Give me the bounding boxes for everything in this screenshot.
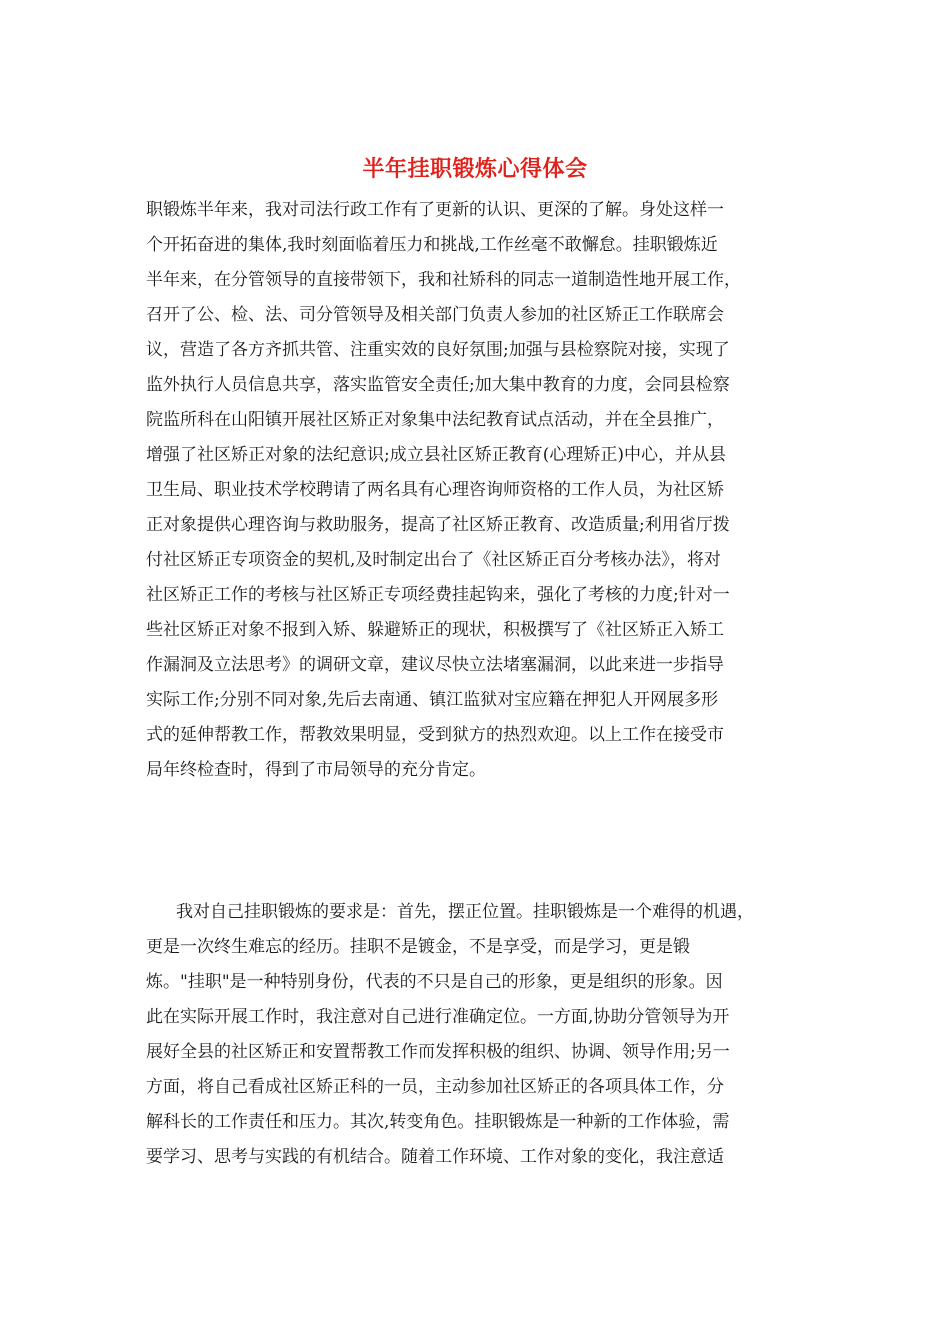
text-line: 增强了社区矫正对象的法纪意识;成立县社区矫正教育(心理矫正)中心，并从县: [146, 445, 726, 465]
text-line: 监外执行人员信息共享，落实监管安全责任;加大集中教育的力度，会同县检察: [146, 375, 730, 395]
document-title: 半年挂职锻炼心得体会: [362, 156, 588, 182]
text-line: 实际工作;分别不同对象,先后去南通、镇江监狱对宝应籍在押犯人开网展多形: [146, 690, 719, 710]
text-line: 展好全县的社区矫正和安置帮教工作而发挥积极的组织、协调、领导作用;另一: [146, 1042, 730, 1062]
text-line: 半年来，在分管领导的直接带领下，我和社矫科的同志一道制造性地开展工作，: [146, 270, 741, 290]
text-line: 个开拓奋进的集体,我时刻面临着压力和挑战,工作丝毫不敢懈怠。挂职锻炼近: [146, 235, 718, 255]
text-line: 方面，将自己看成社区矫正科的一员，主动参加社区矫正的各项具体工作，分: [146, 1077, 724, 1097]
text-line: 我对自己挂职锻炼的要求是：首先，摆正位置。挂职锻炼是一个难得的机遇，: [176, 902, 754, 922]
text-line: 召开了公、检、法、司分管领导及相关部门负责人参加的社区矫正工作联席会: [146, 305, 724, 325]
text-line: 正对象提供心理咨询与救助服务，提高了社区矫正教育、改造质量;利用省厅拨: [146, 515, 730, 535]
paragraph-1: [146, 193, 816, 788]
text-line: 卫生局、职业技术学校聘请了两名具有心理咨询师资格的工作人员，为社区矫: [146, 480, 724, 500]
text-line: 此在实际开展工作时，我注意对自己进行准确定位。一方面,协助分管领导为开: [146, 1007, 730, 1027]
text-line: 解科长的工作责任和压力。其次,转变角色。挂职锻炼是一种新的工作体验，需: [146, 1112, 730, 1132]
text-line: 要学习、思考与实践的有机结合。随着工作环境、工作对象的变化，我注意适: [146, 1147, 724, 1167]
text-line: 些社区矫正对象不报到入矫、躲避矫正的现状，积极撰写了《社区矫正入矫工: [146, 620, 724, 640]
text-line: 议，营造了各方齐抓共管、注重实效的良好氛围;加强与县检察院对接，实现了: [146, 340, 730, 360]
text-line: 职锻炼半年来，我对司法行政工作有了更新的认识、更深的了解。身处这样一: [146, 200, 724, 220]
paragraph-2: [146, 895, 816, 1175]
text-line: 社区矫正工作的考核与社区矫正专项经费挂起钩来，强化了考核的力度;针对一: [146, 585, 730, 605]
text-line: 付社区矫正专项资金的契机,及时制定出台了《社区矫正百分考核办法》，将对: [146, 550, 721, 570]
text-line: 局年终检查时，得到了市局领导的充分肯定。: [146, 760, 486, 780]
text-line: 炼。"挂职"是一种特别身份，代表的不只是自己的形象，更是组织的形象。因: [146, 972, 723, 992]
text-line: 式的延伸帮教工作，帮教效果明显，受到狱方的热烈欢迎。以上工作在接受市: [146, 725, 724, 745]
text-line: 作漏洞及立法思考》的调研文章，建议尽快立法堵塞漏洞，以此来进一步指导: [146, 655, 724, 675]
text-line: 更是一次终生难忘的经历。挂职不是镀金，不是享受，而是学习，更是锻: [146, 937, 690, 957]
text-line: 院监所科在山阳镇开展社区矫正对象集中法纪教育试点活动，并在全县推广，: [146, 410, 724, 430]
